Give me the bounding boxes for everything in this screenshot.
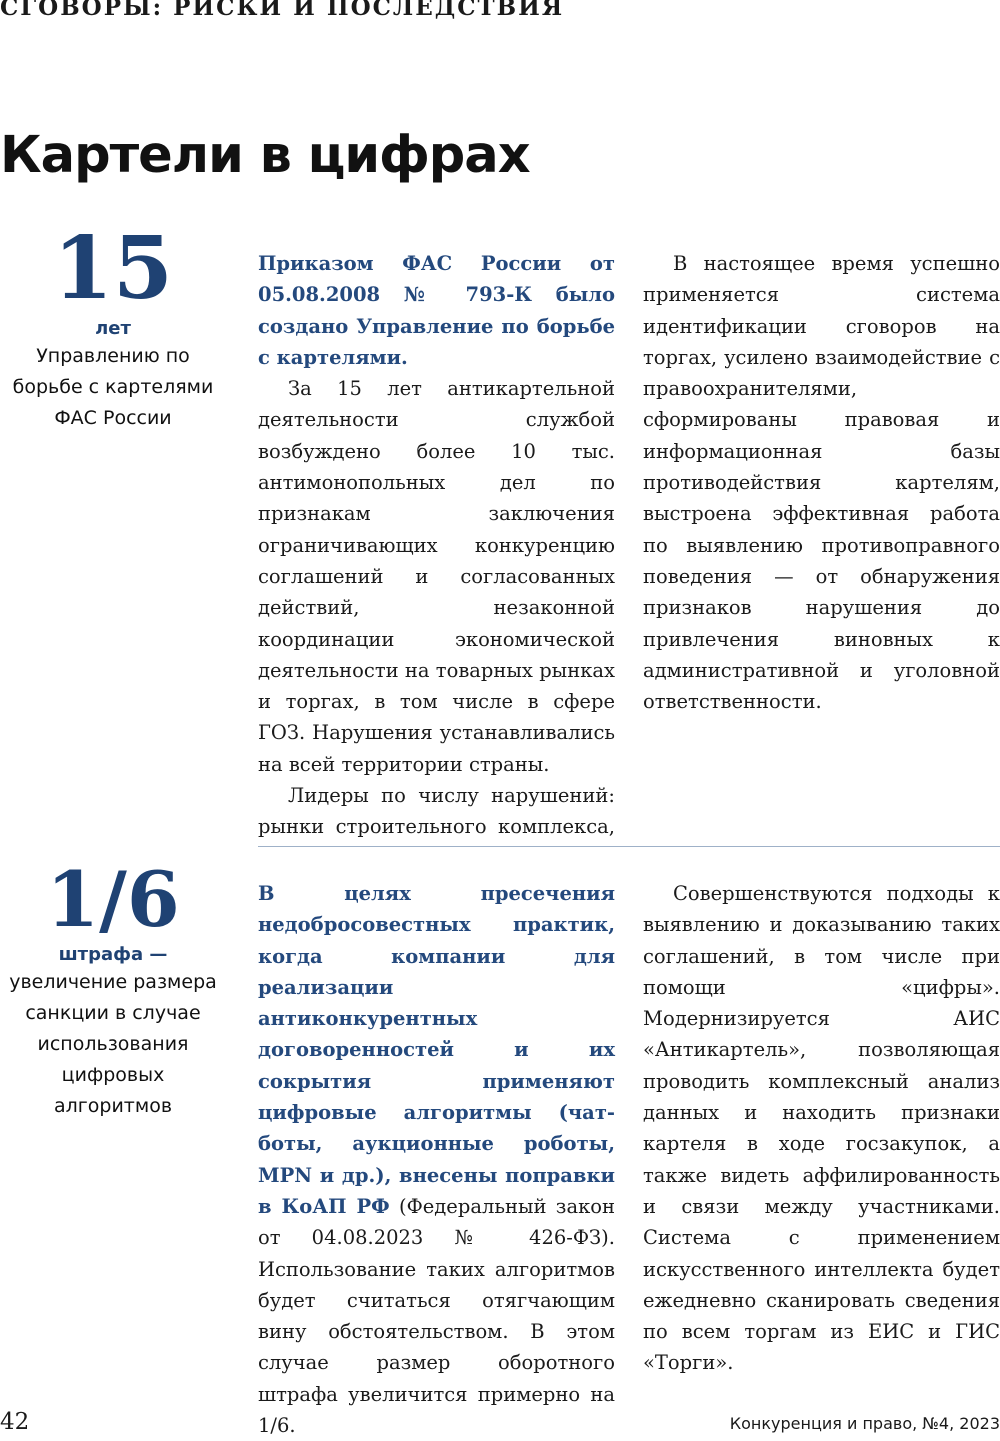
stat-one-sixth — [0, 855, 226, 1122]
stat-number: 15 — [53, 218, 173, 319]
section-header: СГОВОРЫ: РИСКИ И ПОСЛЕДСТВИЯ — [0, 0, 565, 21]
stat-description: увеличение размера санкции в случае использования цифровых алгоритмов — [9, 971, 217, 1117]
block2-column-right — [643, 878, 1000, 1379]
block1-column-right — [643, 248, 1000, 717]
stat-description: Управлению по борьбе с картелями ФАС России — [12, 345, 214, 429]
stat-number: 1/6 — [46, 855, 180, 944]
block2-paragraph-1: Совершенствуются подходы к выявлению и доказыванию таких соглашений, в том числе при помощи «цифры». Модернизируется АИС «Антикартель», позволяющая проводить комплексный анализ данных и находить признаки картеля в ходе госзакупок, а также видеть аффилированность и связи между участниками. Система с применением искусственного интеллекта будет ежедневно сканировать сведения по всем торгам из ЕИС и ГИС «Торги». — [643, 882, 1000, 1375]
section-divider — [258, 846, 1000, 847]
stat-15-years — [0, 218, 226, 434]
block2-column-left — [258, 878, 615, 1441]
stat-unit: лет — [95, 318, 131, 339]
block2-lead-paragraph — [258, 878, 615, 1441]
block2-lead-rest: (Федеральный закон от 04.08.2023 № 426-ФЗ). Использование таких алгоритмов будет считаться отягчающим вину обстоятельством. В этом случае размер оборотного штрафа увеличится примерно на 1/6. — [258, 1194, 615, 1438]
journal-footer: Конкуренция и право, №4, 2023 — [729, 1414, 1000, 1433]
block2-lead: В целях пресечения недобросовестных практик, когда компании для реализации антиконкурентных договоренностей и их сокрытия применяют цифровые алгоритмы (чат-боты, аукционные роботы, MPN и др.), внесены поправки в КоАП РФ — [258, 882, 615, 1218]
block1-paragraph-3: В настоящее время успешно применяется система идентификации сговоров на торгах, усилено взаимодействие с правоохранителями, сформированы правовая и информационная базы противодействия картелям, выстроена эффективная работа по выявлению противоправного поведения — от обнаружения признаков нарушения до привлечения виновных к административной и уголовной ответственности. — [643, 252, 1000, 714]
block1-lead: Приказом ФАС России от 05.08.2008 № 793-К было создано Управление по борьбе с картелями. — [258, 252, 615, 369]
stat-unit: штрафа — — [58, 944, 168, 965]
page-number: 42 — [0, 1409, 30, 1435]
block1-column-left — [258, 248, 615, 842]
block1-paragraph-1: За 15 лет антикартельной деятельности службой возбуждено более 10 тыс. антимонопольных дел по признакам заключения ограничивающих конкуренцию соглашений и согласованных действий, незаконной координации экономической деятельности на товарных рынках и торгах, в том числе в сфере ГОЗ. Нарушения устанавливались на всей территории страны. — [258, 377, 615, 776]
page-title: Картели в цифрах — [0, 126, 530, 185]
block1-paragraph-2: Лидеры по числу нарушений: рынки строительного комплекса, — [258, 784, 615, 839]
